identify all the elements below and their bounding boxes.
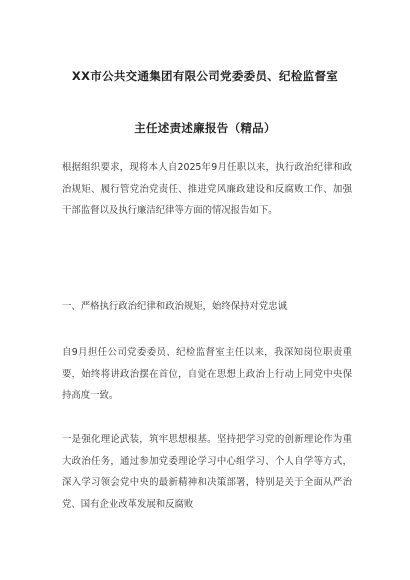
body-paragraph: 一是强化理论武装，筑牢思想根基。坚持把学习党的创新理论作为重大政治任务，通过参加党委理论学习中心组学习、个人自学等方式，深入学习领会党中央的最新精神和决策部署，特别是关于全面从严治党、国有企业改革发展和反腐败 xyxy=(62,434,352,510)
section-heading: 一、严格执行政治纪律和政治规矩，始终保持对党忠诚 xyxy=(62,301,288,312)
intro-paragraph: 根据组织要求，现将本人自2025年9月任职以来，执行政治纪律和政治规矩、履行管党治党责任、推进党风廉政建设和反腐败工作、加强干部监督以及执行廉洁纪律等方面的情况报告如下。 xyxy=(62,162,352,216)
document-title-line-1: XX市公共交通集团有限公司党委委员、纪检监督室 xyxy=(71,69,339,83)
document-title-line-2: 主任述责述廉报告（精品） xyxy=(134,121,276,135)
body-paragraph: 自9月担任公司党委委员、纪检监督室主任以来，我深知岗位职责重要，始终将讲政治摆在首位，自觉在思想上政治上行动上同党中央保持高度一致。 xyxy=(62,347,352,401)
